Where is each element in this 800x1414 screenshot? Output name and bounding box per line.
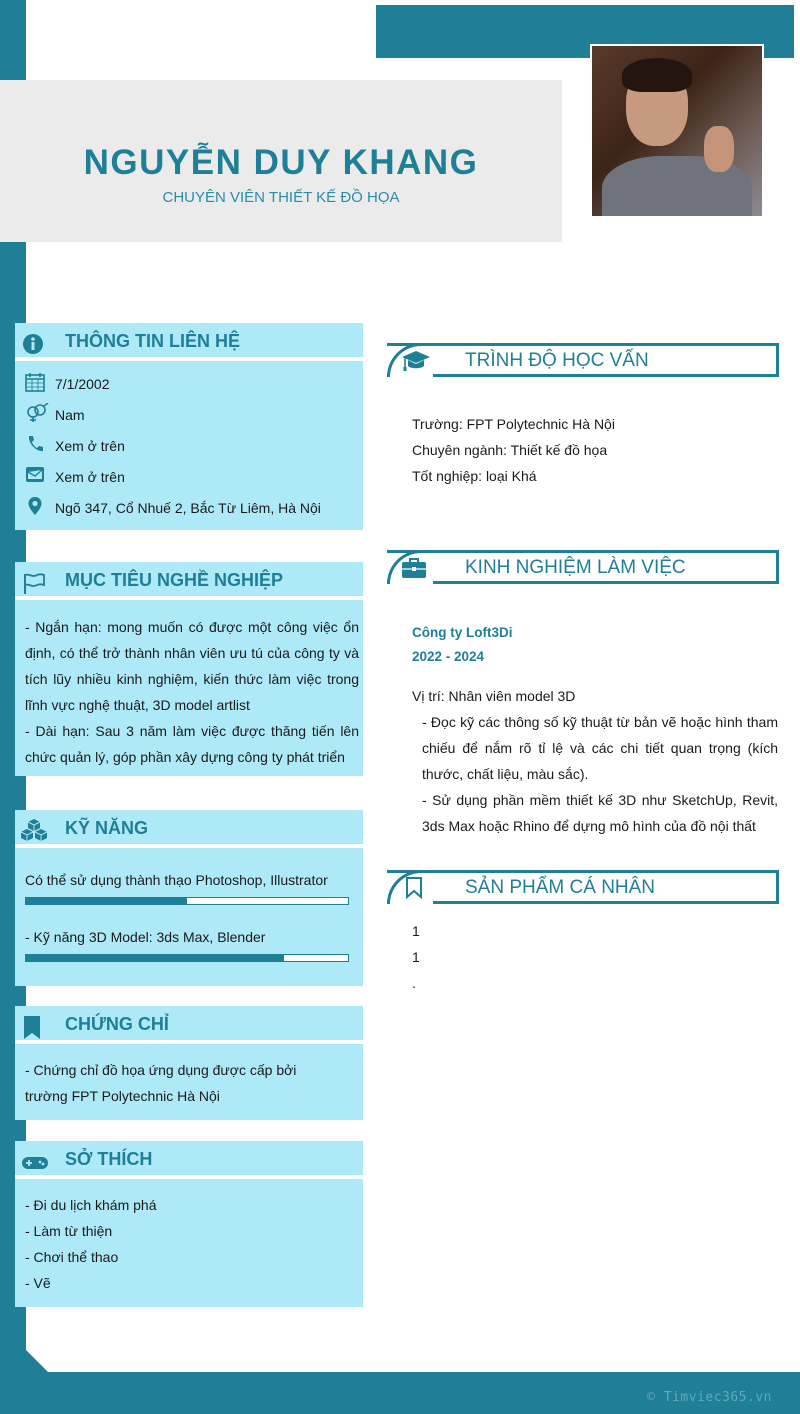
company-name: Công ty Loft3Di [412,625,513,640]
location-icon [25,496,45,516]
contact-birthday [15,368,363,399]
contact-header [15,323,363,359]
skills-section [15,810,363,986]
email-icon [25,465,45,485]
skill-label: - Kỹ năng 3D Model: 3ds Max, Blender [25,929,266,945]
skill-progress-bar [25,954,349,962]
work-period: 2022 - 2024 [412,649,485,664]
cubes-icon [20,818,42,840]
contact-gender [15,399,363,430]
education-body [412,411,778,489]
calendar-icon [25,372,45,392]
graduation-cap-icon [401,350,427,372]
product-item: . [412,975,416,991]
gender-icon [25,403,45,423]
contact-value: Nam [55,407,85,423]
skills-header [15,810,363,846]
certificates-section [15,1006,363,1120]
products-header [387,870,779,904]
education-grade: Tốt nghiệp: loại Khá [412,468,537,484]
contact-value: Xem ở trên [55,469,125,485]
phone-icon [25,434,45,454]
skill-item [15,929,363,962]
section-title: MỤC TIÊU NGHỀ NGHIỆP [65,570,284,590]
skill-progress-fill [26,955,284,961]
hobby-item: - Đi du lịch khám phá [25,1197,157,1213]
job-title: CHUYÊN VIÊN THIẾT KẾ ĐỒ HỌA [162,189,400,206]
skill-item [15,872,363,905]
hobby-item: - Chơi thể thao [25,1249,119,1265]
certificate-line: trường FPT Polytechnic Hà Nội [25,1088,220,1104]
skill-progress-bar [25,897,349,905]
product-item: 1 [412,923,420,939]
section-title: CHỨNG CHỈ [65,1014,169,1034]
contact-section [15,323,363,530]
hobbies-header [15,1141,363,1177]
contact-value: Xem ở trên [55,438,125,454]
bookmark-icon [22,1016,44,1038]
hobby-item: - Vẽ [25,1275,51,1291]
hobby-item: - Làm từ thiện [25,1223,113,1239]
work-position: Vị trí: Nhân viên model 3D [412,688,576,704]
contact-email [15,461,363,492]
section-title: THÔNG TIN LIÊN HỆ [65,331,240,351]
education-school: Trường: FPT Polytechnic Hà Nội [412,416,615,432]
education-major: Chuyên ngành: Thiết kế đồ họa [412,442,608,458]
briefcase-icon [401,557,427,579]
avatar [592,46,762,216]
hobbies-section [15,1141,363,1307]
skill-progress-fill [26,898,187,904]
watermark: © Timviec365.vn [647,1390,772,1405]
objective-long-term: - Dài hạn: Sau 3 năm làm việc được thăng tiến lên chức quản lý, góp phần xây dựng công ty phát triển [25,723,359,765]
objective-body [15,598,363,776]
certificates-header [15,1006,363,1042]
objective-header [15,562,363,598]
bookmark-outline-icon [405,877,431,899]
contact-value: 7/1/2002 [55,376,110,392]
hobbies-body [15,1177,363,1307]
experience-body [412,621,778,839]
info-icon [22,332,44,354]
products-body [412,918,778,996]
education-header [387,343,779,377]
contact-value: Ngõ 347, Cổ Nhuế 2, Bắc Từ Liêm, Hà Nội [55,500,321,516]
contact-phone [15,430,363,461]
section-title: SẢN PHẨM CÁ NHÂN [465,877,656,898]
objective-section [15,562,363,776]
profile-photo [590,44,764,218]
section-title: KINH NGHIỆM LÀM VIỆC [465,557,686,578]
certificate-line: - Chứng chỉ đồ họa ứng dụng được cấp bởi [25,1062,297,1078]
section-title: TRÌNH ĐỘ HỌC VẤN [465,350,649,371]
contact-body [15,359,363,530]
certificates-body [15,1042,363,1120]
gamepad-icon [21,1155,43,1177]
contact-address [15,492,363,523]
product-item: 1 [412,949,420,965]
section-title: KỸ NĂNG [65,818,149,838]
work-duty: - Đọc kỹ các thông số kỹ thuật từ bản vẽ hoặc hình tham chiếu để nắm rõ tỉ lệ và các chi tiết quan trọng (kích thước, chất liệu, màu sắc). [422,714,778,782]
skills-body [15,846,363,986]
skill-label: Có thể sử dụng thành thạo Photoshop, Illustrator [25,872,328,888]
corner-decoration [26,1350,48,1372]
candidate-name: NGUYỄN DUY KHANG [83,143,479,182]
flag-icon [22,571,44,593]
experience-header [387,550,779,584]
section-title: SỞ THÍCH [65,1149,153,1169]
name-header [0,80,562,242]
objective-short-term: - Ngắn hạn: mong muốn có được một công việc ổn định, có thể trở thành nhân viên ưu tú của công ty và tích lũy nhiều kinh nghiệm, kiến thức làm việc trong lĩnh vực nghệ thuật, 3D model artlist [25,619,359,713]
work-duty: - Sử dụng phần mềm thiết kế 3D như SketchUp, Revit, 3ds Max hoặc Rhino để dựng mô hình của đồ nội thất [422,792,778,834]
